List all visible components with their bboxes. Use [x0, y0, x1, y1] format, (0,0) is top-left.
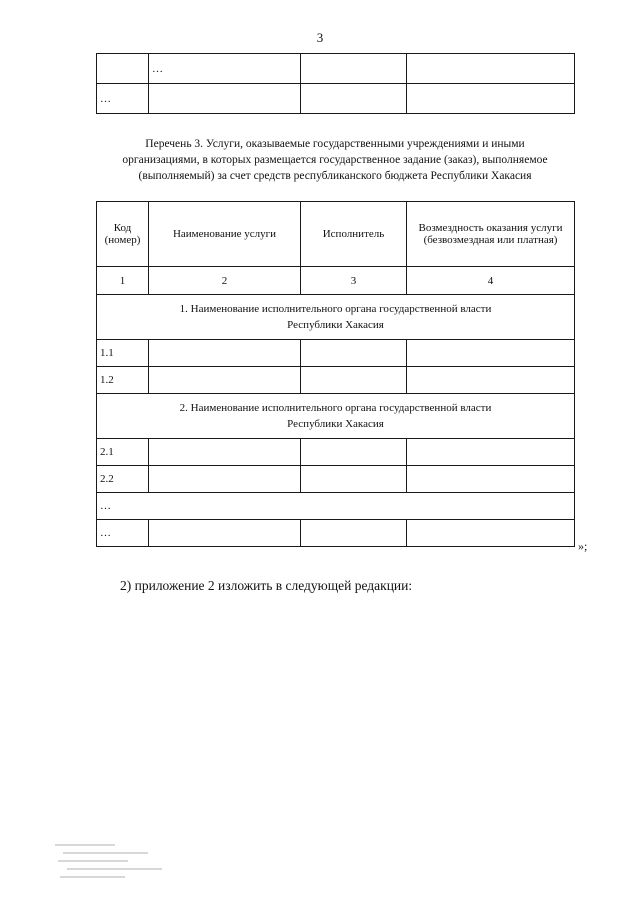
continuation-table — [96, 53, 575, 114]
table-cell — [301, 367, 407, 394]
closing-quote-mark: »; — [578, 539, 588, 553]
table-row — [97, 493, 575, 520]
row-code: 2.1 — [97, 439, 149, 466]
table-cell: … — [97, 84, 149, 114]
instruction-text: 2) приложение 2 изложить в следующей редакции: — [120, 578, 413, 593]
table-cell — [149, 466, 301, 493]
table-cell — [407, 466, 575, 493]
table-cell — [301, 466, 407, 493]
services-table — [96, 201, 575, 547]
ellipsis-row-cell: … — [97, 493, 575, 520]
row-code: 1.2 — [97, 367, 149, 394]
table-row — [97, 84, 575, 114]
table-cell — [407, 84, 575, 114]
heading-line: организациями, в которых размещается государственное задание (заказ), выполняемое — [122, 154, 548, 166]
scan-speck — [63, 852, 148, 854]
column-number: 3 — [301, 267, 407, 295]
table-row — [97, 367, 575, 394]
section-title-line: Республики Хакасия — [287, 418, 384, 430]
header-code: Код (номер) — [97, 202, 149, 267]
table-cell — [407, 54, 575, 84]
table-cell — [407, 367, 575, 394]
section-title-line: 1. Наименование исполнительного органа государственной власти — [179, 303, 492, 315]
table-row — [97, 54, 575, 84]
header-service-name: Наименование услуги — [149, 202, 301, 267]
table-cell — [149, 84, 301, 114]
table-cell — [407, 520, 575, 547]
page-number: 3 — [316, 30, 324, 45]
table-cell — [301, 84, 407, 114]
table-cell — [301, 54, 407, 84]
table-cell — [149, 367, 301, 394]
row-code: … — [97, 520, 149, 547]
table-cell — [149, 520, 301, 547]
table-row — [97, 439, 575, 466]
table-cell — [301, 340, 407, 367]
scan-speck — [67, 868, 162, 870]
table-header-row — [97, 202, 575, 267]
table-cell — [407, 439, 575, 466]
section-row — [97, 394, 575, 439]
section-title — [97, 295, 575, 340]
table-cell — [301, 520, 407, 547]
table-cell — [149, 439, 301, 466]
header-payment: Возмездность оказания услуги (безвозмездная или платная) — [407, 202, 575, 267]
list-heading — [96, 136, 574, 184]
table-row — [97, 520, 575, 547]
row-code: 2.2 — [97, 466, 149, 493]
table-cell — [407, 340, 575, 367]
table-cell — [301, 439, 407, 466]
scan-noise — [55, 840, 175, 885]
scan-speck — [58, 860, 128, 862]
column-number: 1 — [97, 267, 149, 295]
header-executor: Исполнитель — [301, 202, 407, 267]
table-cell — [149, 340, 301, 367]
heading-line: Перечень 3. Услуги, оказываемые государственными учреждениями и иными — [145, 138, 525, 150]
row-code: 1.1 — [97, 340, 149, 367]
column-number: 4 — [407, 267, 575, 295]
section-title — [97, 394, 575, 439]
column-number-row — [97, 267, 575, 295]
column-number: 2 — [149, 267, 301, 295]
heading-line: (выполняемый) за счет средств республиканского бюджета Республики Хакасия — [138, 170, 532, 182]
scan-speck — [55, 844, 115, 846]
table-cell: … — [149, 54, 301, 84]
table-cell — [97, 54, 149, 84]
table-row — [97, 466, 575, 493]
section-title-line: 2. Наименование исполнительного органа государственной власти — [179, 402, 492, 414]
section-row — [97, 295, 575, 340]
section-title-line: Республики Хакасия — [287, 319, 384, 331]
table-row — [97, 340, 575, 367]
scan-speck — [60, 876, 125, 878]
